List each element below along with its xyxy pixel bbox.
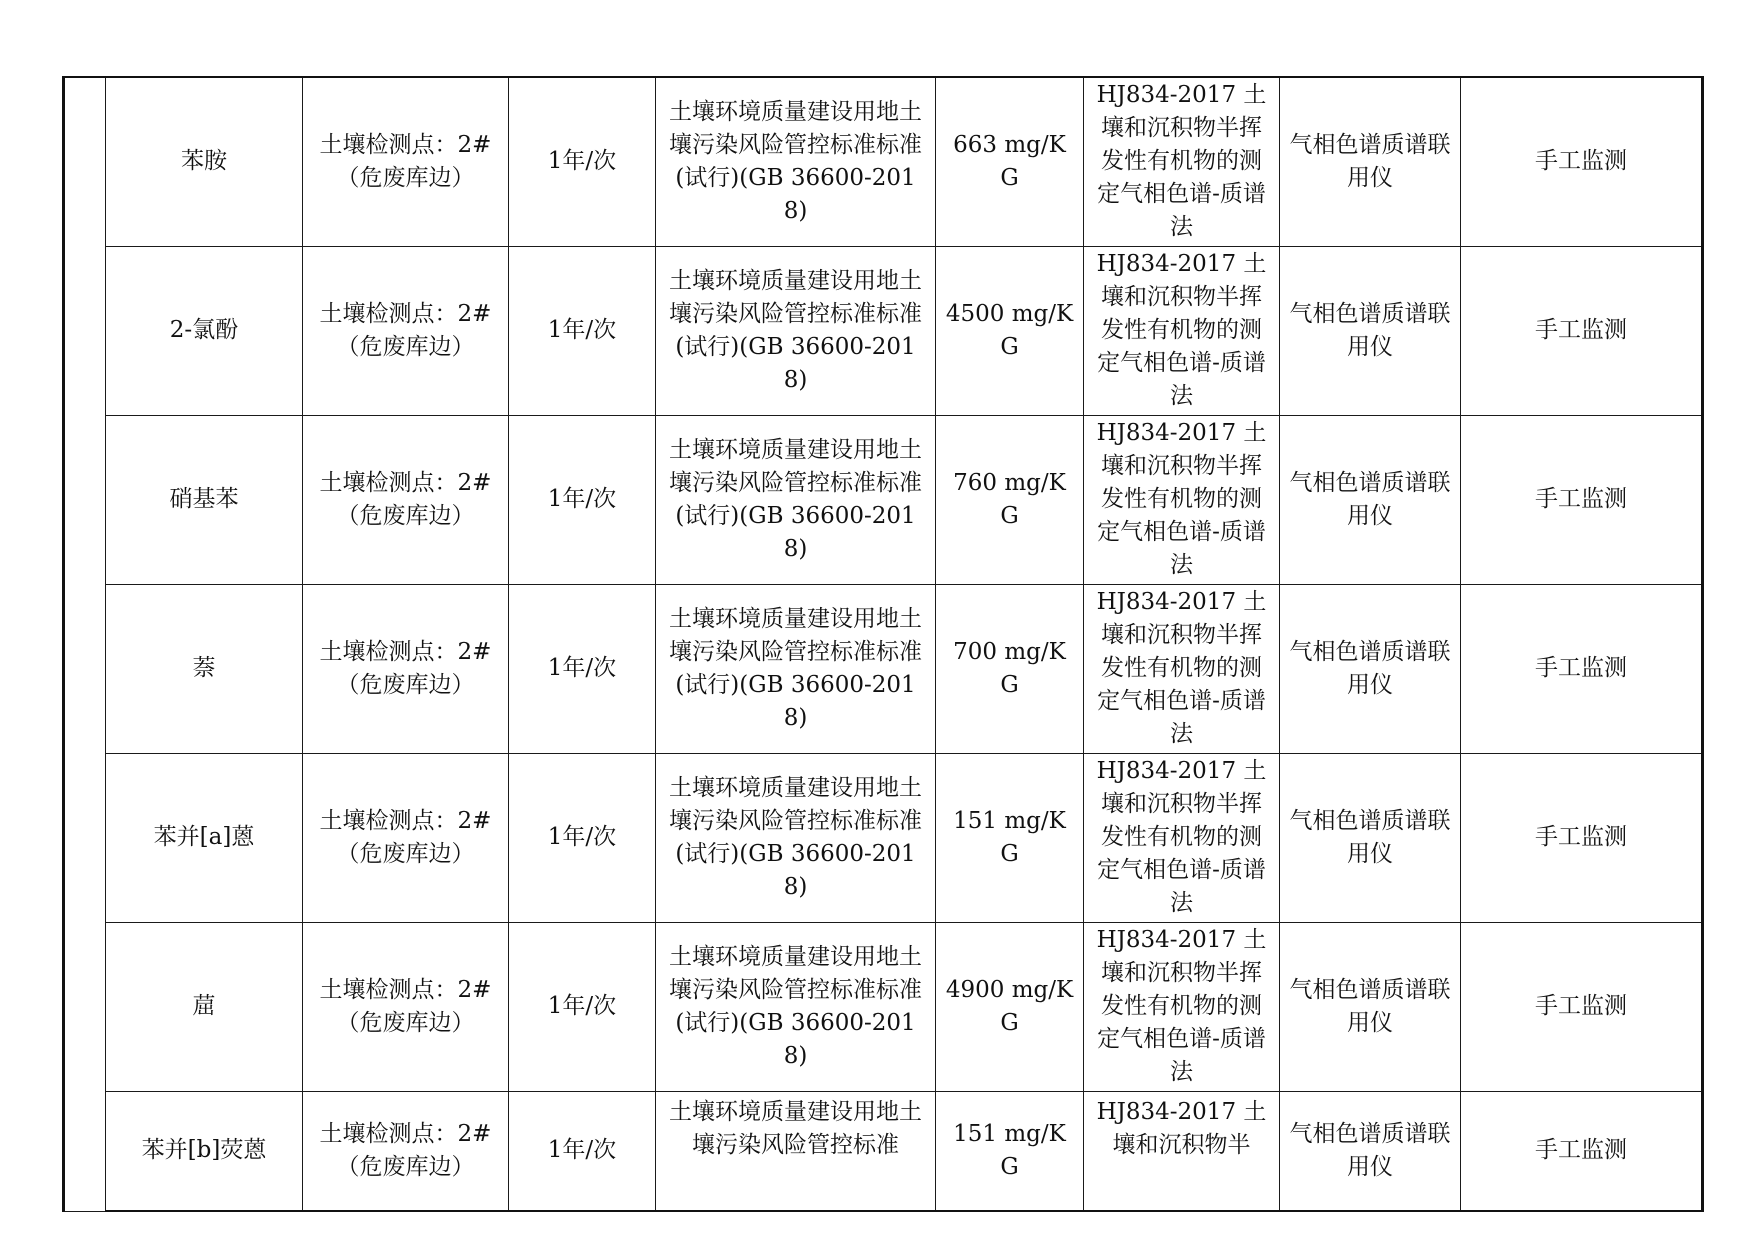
standard-cell: 土壤环境质量建设用地土壤污染风险管控标准标准(试行)(GB 36600-2018) <box>656 246 936 415</box>
monitoring-point-cell: 土壤检测点：2#（危废库边） <box>303 584 509 753</box>
monitoring-point-cell: 土壤检测点：2#（危废库边） <box>303 77 509 246</box>
table-row <box>64 584 1703 753</box>
instrument-cell: 气相色谱质谱联用仪 <box>1280 246 1461 415</box>
limit-cell: 700 mg/KG <box>936 584 1084 753</box>
pollutant-cell: 䓛 <box>106 922 303 1091</box>
category-cell <box>64 77 106 1211</box>
method-cell: HJ834-2017 土壤和沉积物半挥发性有机物的测定气相色谱-质谱法 <box>1084 246 1280 415</box>
standard-cell: 土壤环境质量建设用地土壤污染风险管控标准标准(试行)(GB 36600-2018) <box>656 584 936 753</box>
pollutant-cell: 萘 <box>106 584 303 753</box>
monitoring-table-container <box>62 76 1701 1180</box>
monitoring-mode-cell: 手工监测 <box>1461 922 1703 1091</box>
limit-cell: 4900 mg/KG <box>936 922 1084 1091</box>
pollutant-cell: 苯并[b]荧蒽 <box>106 1091 303 1211</box>
method-cell: HJ834-2017 土壤和沉积物半挥发性有机物的测定气相色谱-质谱法 <box>1084 415 1280 584</box>
monitoring-point-cell: 土壤检测点：2#（危废库边） <box>303 1091 509 1211</box>
method-cell: HJ834-2017 土壤和沉积物半 <box>1084 1091 1280 1211</box>
monitoring-point-cell: 土壤检测点：2#（危废库边） <box>303 246 509 415</box>
monitoring-point-cell: 土壤检测点：2#（危废库边） <box>303 415 509 584</box>
monitoring-point-cell: 土壤检测点：2#（危废库边） <box>303 753 509 922</box>
table-row <box>64 415 1703 584</box>
pollutant-cell: 苯并[a]蒽 <box>106 753 303 922</box>
limit-cell: 4500 mg/KG <box>936 246 1084 415</box>
frequency-cell: 1年/次 <box>509 246 656 415</box>
monitoring-mode-cell: 手工监测 <box>1461 77 1703 246</box>
table-row <box>64 77 1703 246</box>
frequency-cell: 1年/次 <box>509 1091 656 1211</box>
monitoring-point-cell: 土壤检测点：2#（危废库边） <box>303 922 509 1091</box>
method-cell: HJ834-2017 土壤和沉积物半挥发性有机物的测定气相色谱-质谱法 <box>1084 77 1280 246</box>
pollutant-cell: 苯胺 <box>106 77 303 246</box>
standard-cell: 土壤环境质量建设用地土壤污染风险管控标准标准(试行)(GB 36600-2018) <box>656 77 936 246</box>
standard-cell: 土壤环境质量建设用地土壤污染风险管控标准 <box>656 1091 936 1211</box>
table-row <box>64 1091 1703 1211</box>
pollutant-cell: 硝基苯 <box>106 415 303 584</box>
table-row <box>64 922 1703 1091</box>
monitoring-mode-cell: 手工监测 <box>1461 753 1703 922</box>
frequency-cell: 1年/次 <box>509 753 656 922</box>
standard-cell: 土壤环境质量建设用地土壤污染风险管控标准标准(试行)(GB 36600-2018) <box>656 415 936 584</box>
table-row <box>64 753 1703 922</box>
monitoring-mode-cell: 手工监测 <box>1461 246 1703 415</box>
standard-cell: 土壤环境质量建设用地土壤污染风险管控标准标准(试行)(GB 36600-2018) <box>656 922 936 1091</box>
monitoring-mode-cell: 手工监测 <box>1461 584 1703 753</box>
instrument-cell: 气相色谱质谱联用仪 <box>1280 922 1461 1091</box>
limit-cell: 663 mg/KG <box>936 77 1084 246</box>
limit-cell: 760 mg/KG <box>936 415 1084 584</box>
frequency-cell: 1年/次 <box>509 922 656 1091</box>
table-row <box>64 246 1703 415</box>
monitoring-table <box>62 76 1704 1212</box>
limit-cell: 151 mg/KG <box>936 753 1084 922</box>
instrument-cell: 气相色谱质谱联用仪 <box>1280 584 1461 753</box>
frequency-cell: 1年/次 <box>509 584 656 753</box>
frequency-cell: 1年/次 <box>509 415 656 584</box>
monitoring-mode-cell: 手工监测 <box>1461 415 1703 584</box>
method-cell: HJ834-2017 土壤和沉积物半挥发性有机物的测定气相色谱-质谱法 <box>1084 922 1280 1091</box>
standard-cell: 土壤环境质量建设用地土壤污染风险管控标准标准(试行)(GB 36600-2018) <box>656 753 936 922</box>
frequency-cell: 1年/次 <box>509 77 656 246</box>
instrument-cell: 气相色谱质谱联用仪 <box>1280 415 1461 584</box>
limit-cell: 151 mg/KG <box>936 1091 1084 1211</box>
monitoring-mode-cell: 手工监测 <box>1461 1091 1703 1211</box>
instrument-cell: 气相色谱质谱联用仪 <box>1280 77 1461 246</box>
instrument-cell: 气相色谱质谱联用仪 <box>1280 753 1461 922</box>
instrument-cell: 气相色谱质谱联用仪 <box>1280 1091 1461 1211</box>
pollutant-cell: 2-氯酚 <box>106 246 303 415</box>
method-cell: HJ834-2017 土壤和沉积物半挥发性有机物的测定气相色谱-质谱法 <box>1084 584 1280 753</box>
method-cell: HJ834-2017 土壤和沉积物半挥发性有机物的测定气相色谱-质谱法 <box>1084 753 1280 922</box>
